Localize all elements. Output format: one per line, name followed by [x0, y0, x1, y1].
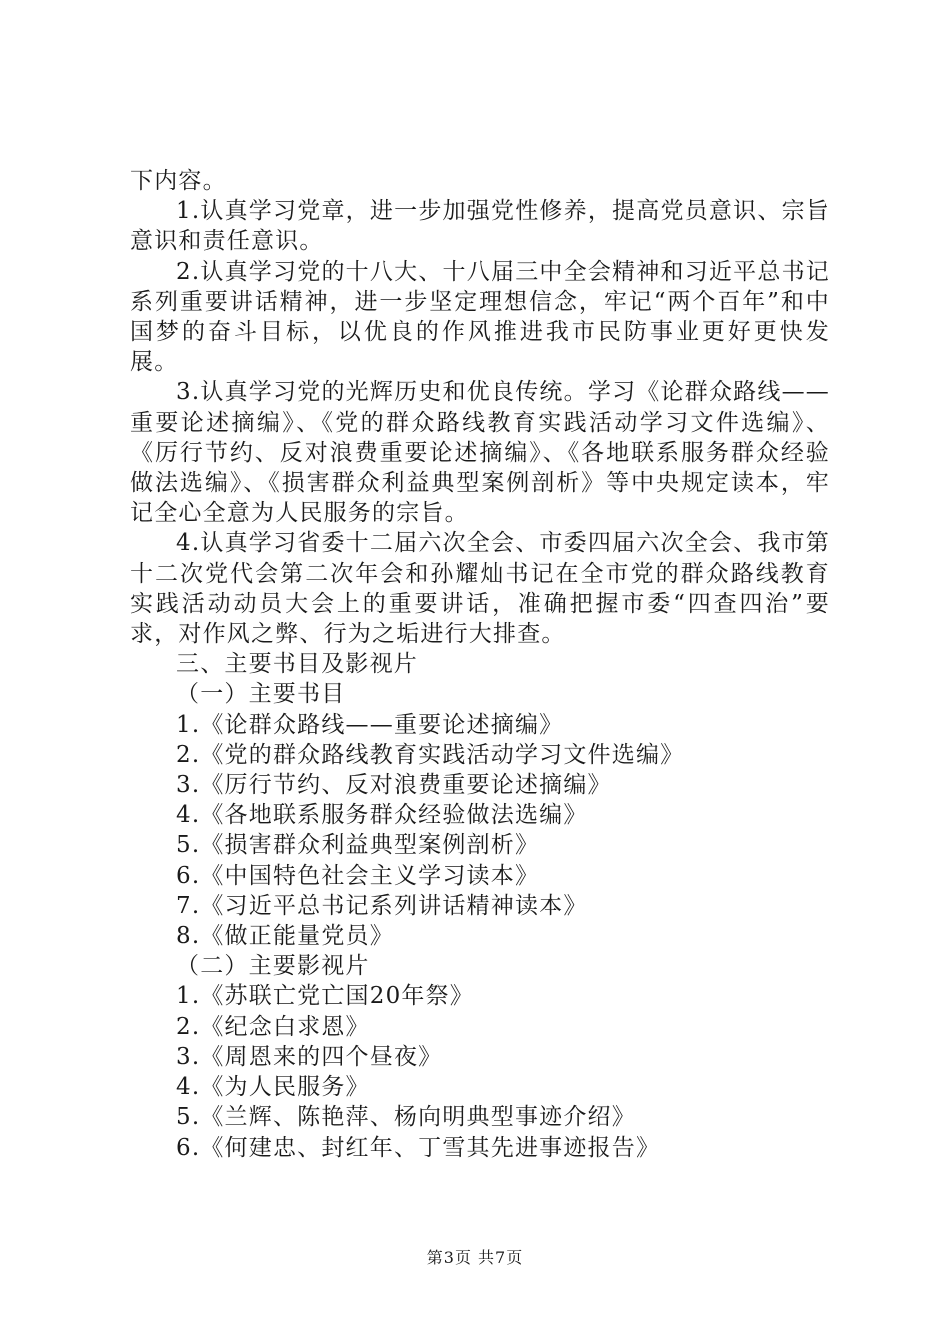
paragraph-2: 2.认真学习党的十八大、十八届三中全会精神和习近平总书记系列重要讲话精神，进一步坚定理想信念，牢记“两个百年”和中国梦的奋斗目标，以优良的作风推进我市民防事业更好更快发展。: [130, 258, 830, 376]
list-item: 2.《纪念白求恩》: [176, 1013, 370, 1040]
list-item: 3.《厉行节约、反对浪费重要论述摘编》: [176, 772, 612, 799]
page-footer: [0, 1245, 950, 1268]
list-item: 2.《党的群众路线教育实践活动学习文件选编》: [176, 741, 685, 768]
list-item: 4.《为人民服务》: [176, 1074, 370, 1101]
books-list: [130, 710, 830, 952]
books-heading: （一）主要书目: [176, 681, 346, 708]
list-item: 8.《做正能量党员》: [176, 923, 394, 950]
document-body: [130, 166, 830, 1163]
list-item: 5.《兰辉、陈艳萍、杨向明典型事迹介绍》: [176, 1104, 636, 1131]
paragraph-1: 1.认真学习党章，进一步加强党性修养，提高党员意识、宗旨意识和责任意识。: [130, 198, 830, 255]
list-item: 4.《各地联系服务群众经验做法选编》: [176, 802, 588, 829]
list-item: 1.《苏联亡党亡国20年祭》: [176, 983, 475, 1010]
list-item: 6.《何建忠、封红年、丁雪其先进事迹报告》: [176, 1134, 661, 1161]
list-item: 3.《周恩来的四个昼夜》: [176, 1043, 443, 1070]
opening-line: 下内容。: [130, 168, 227, 194]
list-item: 1.《论群众路线——重要论述摘编》: [176, 711, 564, 738]
films-list: [130, 981, 830, 1162]
paragraph-3: 3.认真学习党的光辉历史和优良传统。学习《论群众路线——重要论述摘编》、《党的群众路线教育实践活动学习文件选编》、《厉行节约、反对浪费重要论述摘编》、《各地联系服务群众经验做法选编》、《损害群众利益典型案例剖析》等中央规定读本，牢记全心全意为人民服务的宗旨。: [130, 379, 830, 527]
list-item: 6.《中国特色社会主义学习读本》: [176, 862, 540, 889]
section-title: 三、主要书目及影视片: [176, 651, 418, 678]
page-number: 第3页 共7页: [426, 1248, 524, 1267]
paragraph-4: 4.认真学习省委十二届六次全会、市委四届六次全会、我市第十二次党代会第二次年会和孙耀灿书记在全市党的群众路线教育实践活动动员大会上的重要讲话，准确把握市委“四查四治”要求，对作风之弊、行为之垢进行大排查。: [130, 530, 830, 648]
list-item: 7.《习近平总书记系列讲话精神读本》: [176, 892, 588, 919]
list-item: 5.《损害群众利益典型案例剖析》: [176, 832, 540, 859]
films-heading: （二）主要影视片: [176, 953, 370, 980]
